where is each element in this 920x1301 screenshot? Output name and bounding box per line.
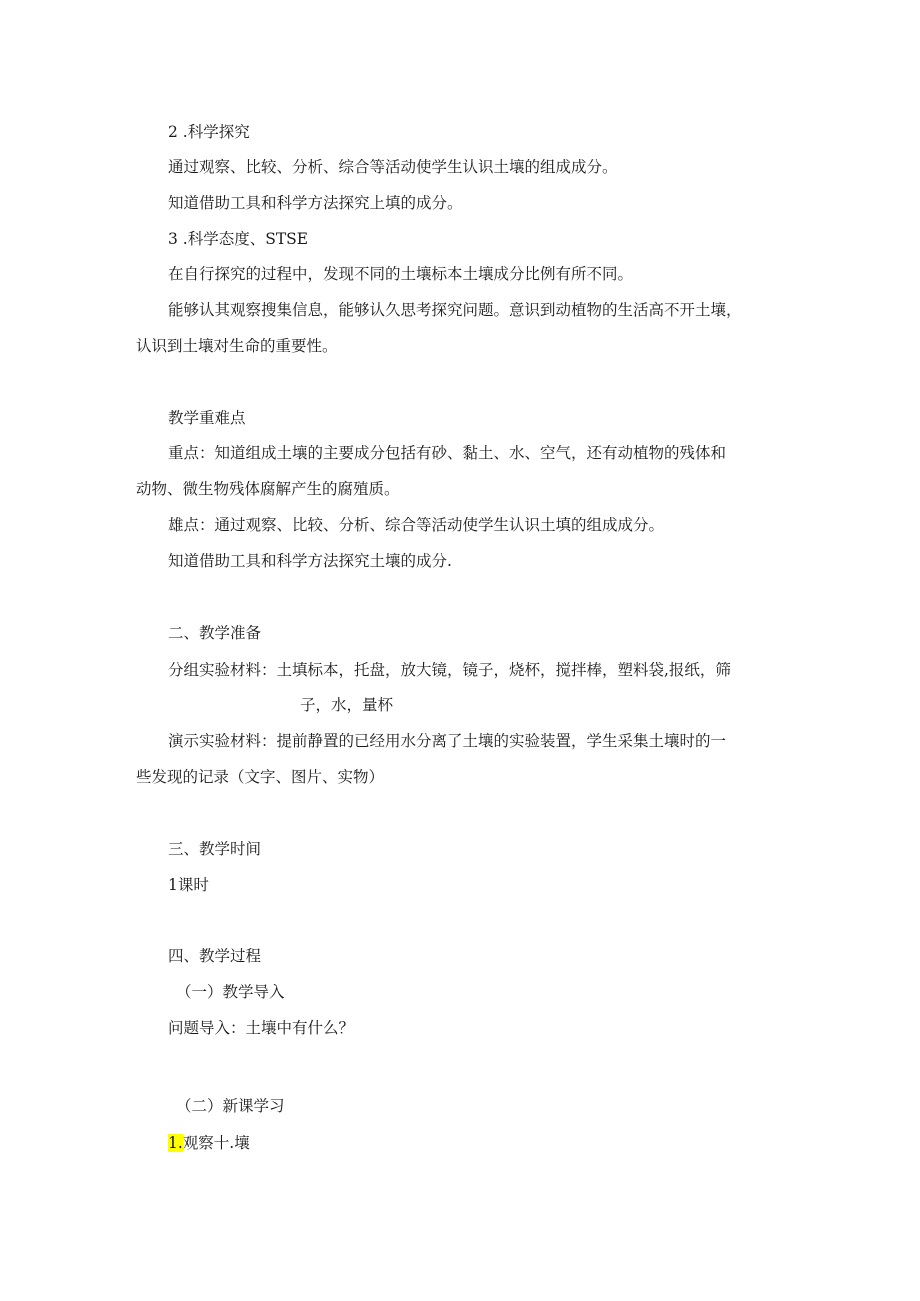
paragraph-line: 1课时 xyxy=(168,876,209,894)
highlighted-number: 1. xyxy=(168,1134,183,1152)
paragraph-line: 知道借助工具和科学方法探究上填的成分。 xyxy=(168,194,463,212)
paragraph-line: 雄点：通过观察、比较、分析、综合等活动使学生认识土填的组成成分。 xyxy=(168,516,665,534)
paragraph-line: 子，水，量杯 xyxy=(300,696,394,714)
paragraph-line: 演示实验材料：提前静置的已经用水分离了土壤的实验装置，学生采集土壤时的一 xyxy=(168,732,727,750)
paragraph-line: 动物、微生物残体腐解产生的腐殖质。 xyxy=(136,480,400,498)
paragraph-line: 问题导入：土壤中有什么？ xyxy=(168,1019,355,1037)
paragraph-line: 知道借助工具和科学方法探究土壤的成分. xyxy=(168,552,452,570)
item-text: 观察十.壤 xyxy=(182,1134,250,1152)
paragraph-line: 认识到土壤对生命的重要性。 xyxy=(136,337,338,355)
heading-key-difficulties: 教学重难点 xyxy=(168,409,246,427)
paragraph-line: 在自行探究的过程中，发现不同的土壤标本土壤成分比例有所不同。 xyxy=(168,265,634,283)
subheading-new-lesson: （二）新课学习 xyxy=(176,1097,285,1115)
section-heading-science-inquiry: 2 .科学探究 xyxy=(168,123,250,141)
paragraph-line: 重点：知道组成土壤的主要成分包括有砂、黏土、水、空气，还有动植物的残体和 xyxy=(168,444,727,462)
paragraph-line: 分组实验材料：土填标本，托盘，放大镜，镜子，烧杯，搅拌棒，塑料袋,报纸，筛 xyxy=(168,661,731,679)
paragraph-line: 通过观察、比较、分析、综合等活动使学生认识土壤的组成成分。 xyxy=(168,158,618,176)
numbered-item-observe-soil xyxy=(168,1133,250,1153)
paragraph-line: 些发现的记录（文字、图片、实物） xyxy=(136,768,385,786)
heading-teaching-time: 三、教学时间 xyxy=(168,840,262,858)
section-heading-science-attitude: 3 .科学态度、STSE xyxy=(168,230,309,248)
heading-teaching-preparation: 二、教学准备 xyxy=(168,624,262,642)
heading-teaching-process: 四、教学过程 xyxy=(168,947,262,965)
paragraph-line: 能够认其观察搜集信息，能够认久思考探究问题。意识到动植物的生活高不开土壤， xyxy=(168,301,742,319)
subheading-introduction: （一）教学导入 xyxy=(176,983,285,1001)
